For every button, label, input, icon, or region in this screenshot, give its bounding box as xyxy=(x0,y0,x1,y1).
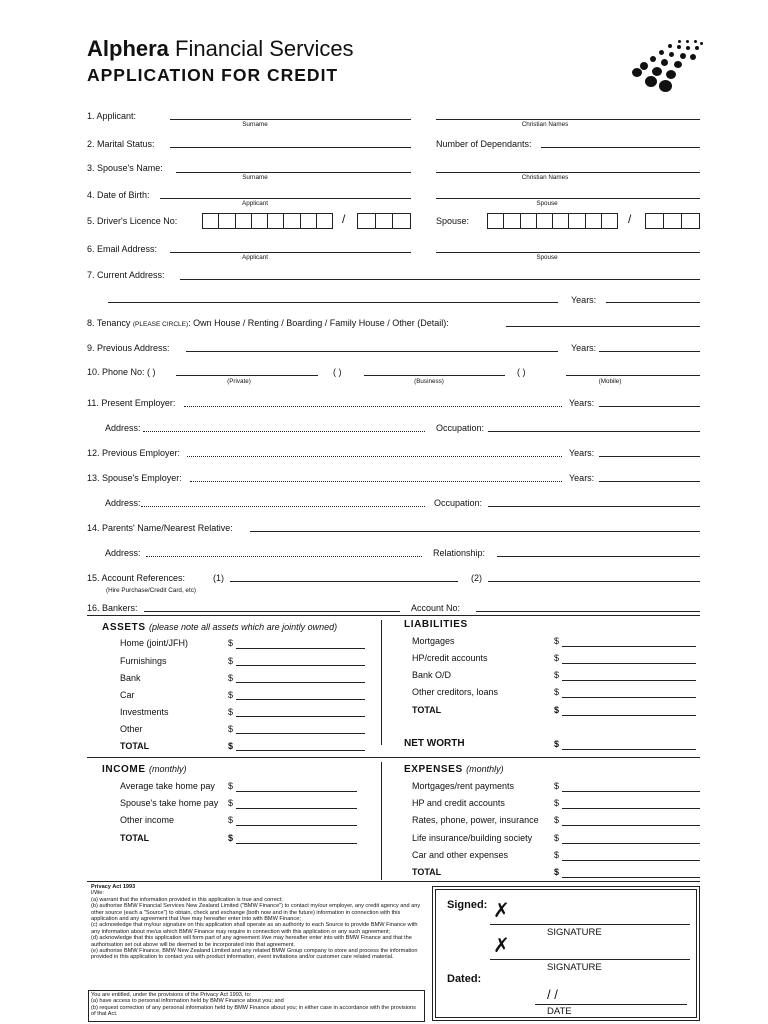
dated-label: Dated: xyxy=(447,973,482,985)
spouse-licence-version-boxes[interactable] xyxy=(645,213,700,229)
spouse-employer-years-field[interactable] xyxy=(599,481,700,482)
liability-item-other-creditors: Other creditors, loans xyxy=(412,687,499,697)
current-address-line2-field[interactable] xyxy=(108,302,558,303)
privacy-clause-c: (c) acknowledge that my/our signature on this application shall operate as an authority to each Source to provide BMW Finance with any information about me/us which BMW Finance may require in connection with this application or any such agreement; xyxy=(91,922,418,935)
date-slashes: / / xyxy=(547,987,558,1002)
asset-item-bank: Bank xyxy=(120,673,141,683)
income-take-home-field[interactable] xyxy=(236,791,357,792)
previous-address-years-field[interactable] xyxy=(599,351,700,352)
applicant-christian-names-field[interactable] xyxy=(436,119,700,120)
assets-title: ASSETS xyxy=(102,622,146,633)
asset-item-furnishings: Furnishings xyxy=(120,656,167,666)
reference-1-field[interactable] xyxy=(230,581,458,582)
date-field[interactable] xyxy=(535,1004,687,1005)
previous-employer-label: 12. Previous Employer: xyxy=(87,448,181,458)
email-applicant-field[interactable] xyxy=(170,252,411,253)
tenancy-options[interactable]: : Own House / Renting / Boarding / Family House / Other (Detail): xyxy=(188,318,449,328)
christian-names-caption: Christian Names xyxy=(521,174,569,181)
currency-sign: $ xyxy=(554,781,560,791)
privacy-title: Privacy Act 1993 xyxy=(91,884,136,890)
asset-home-field[interactable] xyxy=(236,648,365,649)
expense-item-car: Car and other expenses xyxy=(412,850,509,860)
reference-2-label: (2) xyxy=(471,573,482,583)
spouse-surname-field[interactable] xyxy=(176,172,411,173)
licence-number-boxes[interactable] xyxy=(202,213,333,229)
currency-sign: $ xyxy=(554,833,560,843)
liabilities-total-label: TOTAL xyxy=(412,705,442,715)
relationship-label: Relationship: xyxy=(433,548,486,558)
phone-business-parens: ( ) xyxy=(333,367,342,377)
bankers-label: 16. Bankers: xyxy=(87,603,138,613)
employer-address-label: Address: xyxy=(105,423,141,433)
income-heading xyxy=(102,763,187,776)
liability-mortgages-field[interactable] xyxy=(562,646,696,647)
tenancy-detail-field[interactable] xyxy=(506,326,700,327)
currency-sign: $ xyxy=(554,670,560,680)
currency-sign: $ xyxy=(228,656,234,666)
privacy-iwe: I/We: xyxy=(91,890,104,897)
expense-item-mortgage-rent: Mortgages/rent payments xyxy=(412,781,515,791)
spouse-licence-slash: / xyxy=(628,212,632,226)
asset-car-field[interactable] xyxy=(236,699,365,700)
x-mark-icon: ✗ xyxy=(493,935,510,957)
spouse-licence-number-boxes[interactable] xyxy=(487,213,618,229)
form-title: APPLICATION FOR CREDIT xyxy=(87,65,339,85)
privacy-entitlement xyxy=(91,992,421,1018)
previous-employer-years-field[interactable] xyxy=(599,456,700,457)
currency-sign: $ xyxy=(554,653,560,663)
business-caption: (Business) xyxy=(414,378,444,385)
relationship-field[interactable] xyxy=(497,556,700,557)
assets-total-field[interactable] xyxy=(236,750,365,751)
signed-label: Signed: xyxy=(447,899,488,911)
years-label: Years: xyxy=(571,343,597,353)
dependants-field[interactable] xyxy=(541,147,700,148)
currency-sign: $ xyxy=(554,739,560,749)
income-total-label: TOTAL xyxy=(120,833,150,843)
income-spouse-field[interactable] xyxy=(236,808,357,809)
currency-sign: $ xyxy=(554,850,560,860)
spouse-caption: Spouse xyxy=(536,254,558,261)
licence-label: 5. Driver's Licence No: xyxy=(87,216,178,226)
signature-2-field[interactable] xyxy=(490,959,690,960)
assets-heading xyxy=(102,621,337,634)
applicant-caption: Applicant xyxy=(242,200,268,207)
liabilities-heading: LIABILITIES xyxy=(404,619,468,630)
currency-sign: $ xyxy=(228,815,234,825)
currency-sign: $ xyxy=(554,636,560,646)
christian-names-caption: Christian Names xyxy=(521,121,569,128)
brand-bold: Alphera xyxy=(87,36,169,61)
privacy-entitled-b: (b) request correction of any personal information held by BMW Finance about you; in either case in accordance with the provisions of that Act. xyxy=(91,1004,416,1018)
tenancy-label xyxy=(87,318,449,330)
currency-sign: $ xyxy=(228,673,234,683)
current-address-years-field[interactable] xyxy=(606,302,700,303)
present-employer-years-field[interactable] xyxy=(599,406,700,407)
spouse-caption: Spouse xyxy=(536,200,558,207)
privacy-clause-a: (a) warrant that the information provided in this application is true and correct; xyxy=(91,896,283,903)
reference-1-label: (1) xyxy=(213,573,224,583)
currency-sign: $ xyxy=(228,741,234,751)
previous-address-label: 9. Previous Address: xyxy=(87,343,170,353)
liability-item-mortgages: Mortgages xyxy=(412,636,455,646)
occupation-label: Occupation: xyxy=(436,423,485,433)
column-divider-top xyxy=(381,620,382,745)
email-label: 6. Email Address: xyxy=(87,244,158,254)
assets-note: (please note all assets which are jointly owned) xyxy=(149,622,338,632)
previous-address-field[interactable] xyxy=(186,351,558,352)
phone-mobile-field[interactable] xyxy=(566,375,700,376)
asset-furnishings-field[interactable] xyxy=(236,665,365,666)
expense-rates-field[interactable] xyxy=(562,825,700,826)
asset-item-investments: Investments xyxy=(120,707,169,717)
expenses-heading xyxy=(404,763,504,776)
date-caption: DATE xyxy=(547,1006,572,1017)
previous-employer-field[interactable] xyxy=(187,456,562,457)
applicant-caption: Applicant xyxy=(242,254,268,261)
currency-sign: $ xyxy=(228,798,234,808)
currency-sign: $ xyxy=(228,781,234,791)
spouse-employer-label: 13. Spouse's Employer: xyxy=(87,473,182,483)
present-employer-label: 11. Present Employer: xyxy=(87,398,176,408)
expense-item-life-insurance: Life insurance/building society xyxy=(412,833,533,843)
currency-sign: $ xyxy=(554,815,560,825)
income-title: INCOME xyxy=(102,764,146,775)
surname-caption: Surname xyxy=(242,121,268,128)
privacy-clause-d: (d) acknowledge that this application will form part of any agreement I/we may hereafter enter into with BMW Finance and that the authorisation set out above will be deemed to be incorporated into that agreement. xyxy=(91,935,412,948)
occupation-field[interactable] xyxy=(488,431,700,432)
net-worth-field[interactable] xyxy=(562,749,696,750)
parents-label: 14. Parents' Name/Nearest Relative: xyxy=(87,523,233,533)
liability-item-bank-od: Bank O/D xyxy=(412,670,452,680)
signature-caption: SIGNATURE xyxy=(547,927,602,938)
reference-2-field[interactable] xyxy=(488,581,700,582)
applicant-label: 1. Applicant: xyxy=(87,111,137,121)
bankers-field[interactable] xyxy=(144,611,400,612)
spouse-occupation-field[interactable] xyxy=(488,506,700,507)
section-divider xyxy=(87,881,700,882)
current-address-field[interactable] xyxy=(180,279,700,280)
account-references-label: 15. Account References: xyxy=(87,573,186,583)
liability-bank-od-field[interactable] xyxy=(562,680,696,681)
currency-sign: $ xyxy=(554,705,560,715)
tenancy-circle-note: (PLEASE CIRCLE) xyxy=(132,321,189,328)
relative-address-label: Address: xyxy=(105,548,141,558)
income-item-other: Other income xyxy=(120,815,175,825)
brand-name xyxy=(87,36,354,62)
section-divider xyxy=(87,757,700,758)
dependants-label: Number of Dependants: xyxy=(436,139,532,149)
spouse-name-label: 3. Spouse's Name: xyxy=(87,163,163,173)
years-label: Years: xyxy=(569,398,595,408)
expenses-title: EXPENSES xyxy=(404,764,463,775)
surname-caption: Surname xyxy=(242,174,268,181)
employer-address-field[interactable] xyxy=(143,431,425,432)
hire-purchase-caption: (Hire Purchase/Credit Card, etc) xyxy=(106,587,196,594)
currency-sign: $ xyxy=(554,867,560,877)
expense-item-rates: Rates, phone, power, insurance xyxy=(412,815,539,825)
income-other-field[interactable] xyxy=(236,825,357,826)
private-caption: (Private) xyxy=(227,378,251,385)
asset-item-car: Car xyxy=(120,690,135,700)
currency-sign: $ xyxy=(228,724,234,734)
asset-other-field[interactable] xyxy=(236,733,365,734)
income-total-field[interactable] xyxy=(236,843,357,844)
signature-1-field[interactable] xyxy=(490,924,690,925)
currency-sign: $ xyxy=(228,690,234,700)
dot-cluster-logo xyxy=(628,40,704,92)
account-no-label: Account No: xyxy=(411,603,461,613)
asset-bank-field[interactable] xyxy=(236,682,365,683)
liability-item-hp: HP/credit accounts xyxy=(412,653,488,663)
income-item-take-home: Average take home pay xyxy=(120,781,215,791)
currency-sign: $ xyxy=(554,798,560,808)
expense-car-field[interactable] xyxy=(562,860,700,861)
currency-sign: $ xyxy=(554,687,560,697)
spouse-employer-address-field[interactable] xyxy=(141,506,425,507)
relative-address-field[interactable] xyxy=(146,556,422,557)
expense-hp-field[interactable] xyxy=(562,808,700,809)
x-mark-icon: ✗ xyxy=(493,900,510,922)
current-address-label: 7. Current Address: xyxy=(87,270,165,280)
brand-rest: Financial Services xyxy=(175,36,354,61)
expense-life-field[interactable] xyxy=(562,843,700,844)
email-spouse-field[interactable] xyxy=(436,252,700,253)
privacy-clause-b: (b) authorise BMW Financial Services New Zealand Limited ("BMW Finance") to contact my/our employer, any credit agency and any other source (each a "Source") to obtain, check and exchange (both now and in the future) information in connection with this application and any agreement that I/we may hereafter enter into with BMW Finance; xyxy=(91,903,421,923)
phone-label: 10. Phone No: ( ) xyxy=(87,367,156,377)
occupation-label: Occupation: xyxy=(434,498,483,508)
net-worth-label: NET WORTH xyxy=(404,738,465,749)
account-no-field[interactable] xyxy=(476,611,700,612)
present-employer-field[interactable] xyxy=(184,406,562,407)
phone-mobile-parens: ( ) xyxy=(517,367,526,377)
marital-status-label: 2. Marital Status: xyxy=(87,139,155,149)
liability-other-field[interactable] xyxy=(562,697,696,698)
marital-status-field[interactable] xyxy=(170,147,411,148)
tenancy-prefix: 8. Tenancy xyxy=(87,318,131,328)
dob-spouse-field[interactable] xyxy=(436,198,700,199)
privacy-entitled: You are entitled, under the provisions of the Privacy Act 1993, to: xyxy=(91,992,252,998)
section-divider xyxy=(87,615,700,616)
expenses-note: (monthly) xyxy=(466,764,504,774)
currency-sign: $ xyxy=(228,638,234,648)
assets-total-label: TOTAL xyxy=(120,741,150,751)
phone-business-field[interactable] xyxy=(364,375,505,376)
expense-mortgage-field[interactable] xyxy=(562,791,700,792)
spouse-licence-label: Spouse: xyxy=(436,216,470,226)
signature-caption: SIGNATURE xyxy=(547,962,602,973)
expenses-total-label: TOTAL xyxy=(412,867,442,877)
licence-version-boxes[interactable] xyxy=(357,213,411,229)
income-item-spouse-take-home: Spouse's take home pay xyxy=(120,798,219,808)
currency-sign: $ xyxy=(228,707,234,717)
liability-hp-field[interactable] xyxy=(562,663,696,664)
liabilities-total-field[interactable] xyxy=(562,715,696,716)
expense-item-hp-credit: HP and credit accounts xyxy=(412,798,505,808)
licence-slash: / xyxy=(342,212,346,226)
years-label: Years: xyxy=(569,448,595,458)
privacy-clause-e: (e) authorise BMW Finance, BMW New Zealand Limited and any related BMW Group company to store and process the information provided in this application to contact you with product information, event invitations and/or customer care related material. xyxy=(91,948,418,961)
privacy-notice xyxy=(91,884,425,961)
dob-applicant-field[interactable] xyxy=(160,198,411,199)
asset-item-home: Home (joint/JFH) xyxy=(120,638,189,648)
years-label: Years: xyxy=(571,295,597,305)
parents-field[interactable] xyxy=(250,531,700,532)
spouse-employer-address-label: Address: xyxy=(105,498,141,508)
years-label: Years: xyxy=(569,473,595,483)
income-note: (monthly) xyxy=(149,764,187,774)
asset-item-other: Other xyxy=(120,724,143,734)
column-divider-bottom xyxy=(381,762,382,880)
expenses-total-field[interactable] xyxy=(562,877,700,878)
spouse-employer-field[interactable] xyxy=(190,481,562,482)
spouse-christian-names-field[interactable] xyxy=(436,172,700,173)
applicant-surname-field[interactable] xyxy=(170,119,411,120)
mobile-caption: (Mobile) xyxy=(598,378,622,385)
dob-label: 4. Date of Birth: xyxy=(87,190,150,200)
currency-sign: $ xyxy=(228,833,234,843)
privacy-entitled-a: (a) have access to personal information held by BMW Finance about you; and xyxy=(91,998,284,1005)
asset-investments-field[interactable] xyxy=(236,716,365,717)
phone-private-field[interactable] xyxy=(176,375,318,376)
